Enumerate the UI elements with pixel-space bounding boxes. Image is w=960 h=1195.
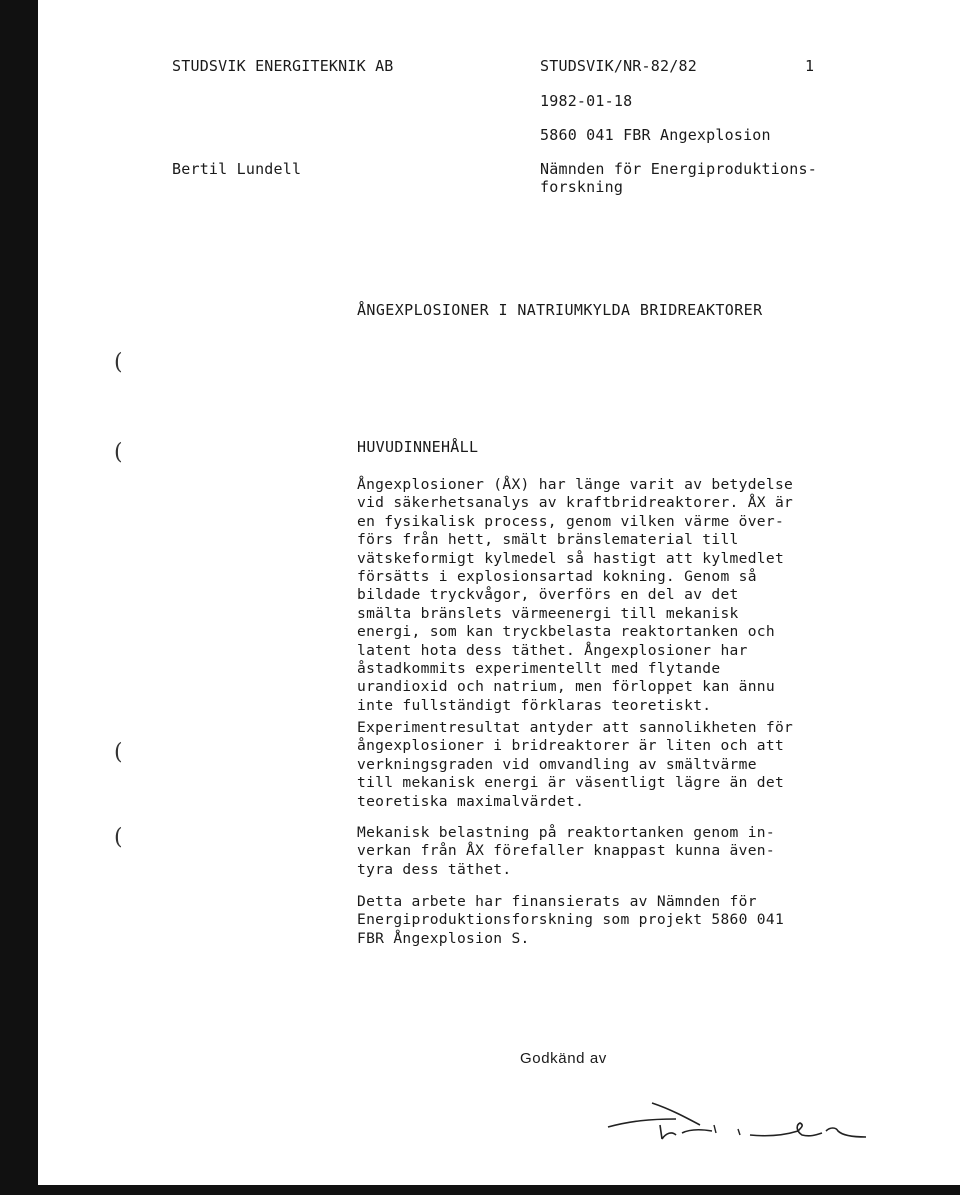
scan-edge-bottom [0, 1185, 960, 1195]
report-date: 1982-01-18 [540, 92, 633, 110]
author-name: Bertil Lundell [172, 160, 302, 178]
paragraph-3: Mekanisk belastning på reaktortanken genom in- verkan från ÅX förefaller knappast kunna även- tyra dess täthet. [357, 824, 775, 878]
margin-mark: ( [114, 440, 123, 465]
recipient-line-1: Nämnden för Energiproduktions- [540, 160, 817, 178]
paragraph-2: Experimentresultat antyder att sannolikheten för ångexplosioner i bridreaktorer är liten och att verkningsgraden vid omvandling av smältvärme till mekanisk energi är väsentligt lägre än det teoretiska maximalvärdet. [357, 719, 794, 810]
paragraph-1: Ångexplosioner (ÅX) har länge varit av betydelse vid säkerhetsanalys av kraftbridreaktorer. ÅX är en fysikalisk process, genom vilken värme över- förs från hett, smält bränslematerial till vätskeformigt kylmedel så hastigt att kylmedlet försätts i explosionsartad kokning. Genom så bildade tryckvågor, överförs en del av det smälta bränslets värmeenergi till mekanisk energi, som kan tryckbelasta reaktortanken och latent hota dess täthet. Ångexplosioner har åstadkommits experimentellt med flytande urandioxid och natrium, men förloppet kan ännu inte fullständigt förklaras teoretiskt. [357, 476, 794, 714]
page-number: 1 [805, 57, 815, 75]
project-code: 5860 041 FBR Angexplosion [540, 126, 771, 144]
report-number: STUDSVIK/NR-82/82 [540, 57, 697, 75]
approval-label: Godkänd av [520, 1050, 607, 1067]
paragraph-4: Detta arbete har finansierats av Nämnden för Energiproduktionsforskning som projekt 5860 041 FBR Ångexplosion S. [357, 893, 785, 947]
margin-mark: ( [114, 740, 123, 765]
company-name: STUDSVIK ENERGITEKNIK AB [172, 57, 394, 75]
document-title: ÅNGEXPLOSIONER I NATRIUMKYLDA BRIDREAKTORER [357, 301, 763, 319]
recipient-line-2: forskning [540, 178, 624, 196]
margin-mark: ( [114, 825, 123, 850]
scan-edge-left [0, 0, 38, 1195]
section-heading: HUVUDINNEHÅLL [357, 438, 479, 456]
signature-icon [590, 1095, 870, 1145]
margin-mark: ( [114, 350, 123, 375]
